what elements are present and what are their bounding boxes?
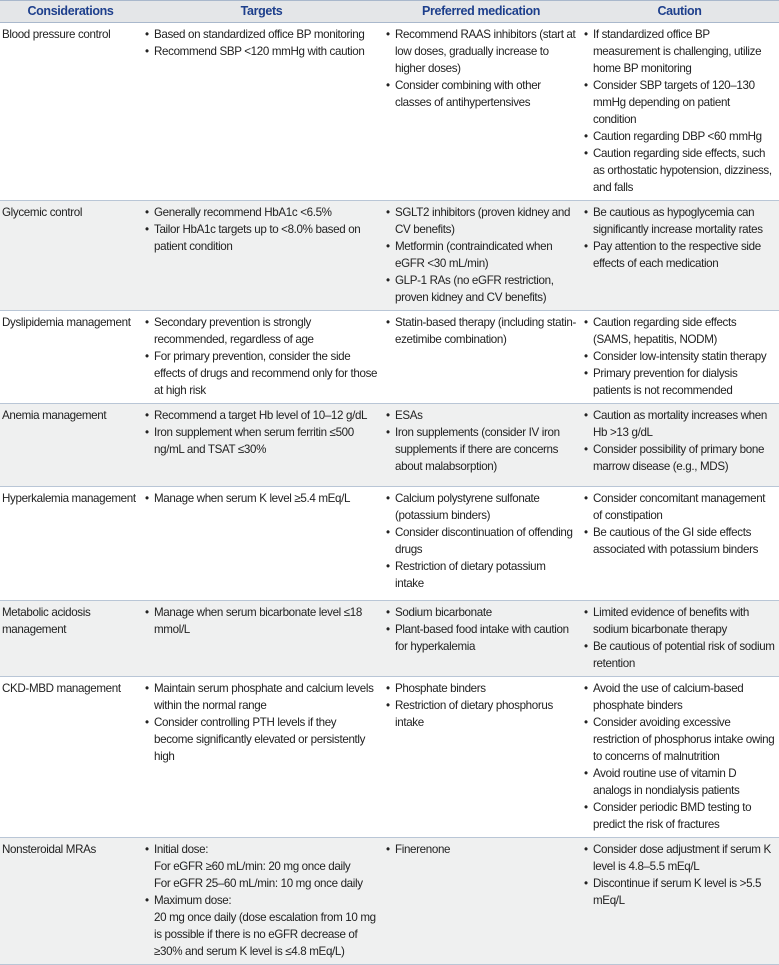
list-item: • Manage when serum bicarbonate level ≤18 mmol/L (144, 604, 378, 638)
caution-cell (580, 677, 779, 838)
caution-list (583, 204, 775, 272)
consideration-cell: CKD-MBD management (0, 677, 141, 838)
targets-list (144, 680, 378, 765)
medication-list (385, 680, 576, 731)
medication-list (385, 314, 576, 348)
list-item: • Consider discontinuation of offending drugs (385, 524, 576, 558)
table-row (0, 601, 779, 677)
caution-list (583, 490, 775, 558)
list-item: • Initial dose: For eGFR ≥60 mL/min: 20 mg once daily For eGFR 25–60 mL/min: 10 mg once daily (144, 841, 378, 892)
consideration-cell: Glycemic control (0, 201, 141, 311)
table-row (0, 487, 779, 601)
medication-cell (382, 201, 580, 311)
caution-cell (580, 23, 779, 201)
targets-list (144, 604, 378, 638)
targets-cell (141, 677, 382, 838)
table-row (0, 201, 779, 311)
list-item: • Consider concomitant management of constipation (583, 490, 775, 524)
list-item: • Restriction of dietary potassium intake (385, 558, 576, 592)
list-item: • Discontinue if serum K level is >5.5 mEq/L (583, 875, 775, 909)
header-row (0, 1, 779, 23)
medication-list (385, 490, 576, 592)
caution-list (583, 26, 775, 196)
list-item: • Avoid routine use of vitamin D analogs in nondialysis patients (583, 765, 775, 799)
list-item: • Caution regarding DBP <60 mmHg (583, 128, 775, 145)
caution-cell (580, 201, 779, 311)
targets-list (144, 26, 378, 60)
list-item: • Consider dose adjustment if serum K level is 4.8–5.5 mEq/L (583, 841, 775, 875)
targets-cell (141, 201, 382, 311)
table-row (0, 838, 779, 965)
medication-cell (382, 601, 580, 677)
list-item: • Maintain serum phosphate and calcium levels within the normal range (144, 680, 378, 714)
list-item: • Consider possibility of primary bone marrow disease (e.g., MDS) (583, 441, 775, 475)
list-item: • Sodium bicarbonate (385, 604, 576, 621)
list-item: • Caution as mortality increases when Hb >13 g/dL (583, 407, 775, 441)
list-item: • Consider controlling PTH levels if they become significantly elevated or persistently high (144, 714, 378, 765)
header-preferred-medication: Preferred medication (382, 1, 580, 23)
consideration-cell: Nonsteroidal MRAs (0, 838, 141, 965)
consideration-cell: Anemia management (0, 404, 141, 487)
list-item: • ESAs (385, 407, 576, 424)
caution-cell (580, 838, 779, 965)
header-considerations: Considerations (0, 1, 141, 23)
caution-cell (580, 311, 779, 404)
list-item: • Iron supplements (consider IV iron supplements if there are concerns about malabsorption) (385, 424, 576, 475)
header-caution: Caution (580, 1, 779, 23)
caution-cell (580, 487, 779, 601)
medication-cell (382, 404, 580, 487)
list-item: • Consider combining with other classes of antihypertensives (385, 77, 576, 111)
list-item: • Consider avoiding excessive restriction of phosphorus intake owing to concerns of malnutrition (583, 714, 775, 765)
medication-list (385, 204, 576, 306)
medication-cell (382, 487, 580, 601)
medication-list (385, 604, 576, 655)
list-item: • Recommend a target Hb level of 10–12 g/dL (144, 407, 378, 424)
list-item: • Consider SBP targets of 120–130 mmHg depending on patient condition (583, 77, 775, 128)
list-item: • GLP-1 RAs (no eGFR restriction, proven kidney and CV benefits) (385, 272, 576, 306)
list-item: • Iron supplement when serum ferritin ≤500 ng/mL and TSAT ≤30% (144, 424, 378, 458)
list-item: • Caution regarding side effects, such as orthostatic hypotension, dizziness, and falls (583, 145, 775, 196)
targets-cell (141, 601, 382, 677)
list-item: • Generally recommend HbA1c <6.5% (144, 204, 378, 221)
list-item: • Avoid the use of calcium-based phosphate binders (583, 680, 775, 714)
caution-list (583, 680, 775, 833)
list-item: • Manage when serum K level ≥5.4 mEq/L (144, 490, 378, 507)
list-item: • Calcium polystyrene sulfonate (potassium binders) (385, 490, 576, 524)
targets-cell (141, 838, 382, 965)
table-row (0, 311, 779, 404)
caution-list (583, 841, 775, 909)
targets-list (144, 204, 378, 255)
list-item: • Be cautious as hypoglycemia can significantly increase mortality rates (583, 204, 775, 238)
list-item: • Maximum dose: 20 mg once daily (dose escalation from 10 mg is possible if there is no eGFR decrease of ≥30% and serum K level is ≤4.8 mEq/L) (144, 892, 378, 960)
table-row (0, 404, 779, 487)
list-item: • Statin-based therapy (including statin-ezetimibe combination) (385, 314, 576, 348)
list-item: • Be cautious of potential risk of sodium retention (583, 638, 775, 672)
list-item: • Restriction of dietary phosphorus intake (385, 697, 576, 731)
medication-cell (382, 677, 580, 838)
targets-cell (141, 404, 382, 487)
consideration-cell: Dyslipidemia management (0, 311, 141, 404)
consideration-cell: Hyperkalemia management (0, 487, 141, 601)
caution-list (583, 407, 775, 475)
medication-list (385, 841, 576, 858)
list-item: • Plant-based food intake with caution for hyperkalemia (385, 621, 576, 655)
medication-list (385, 26, 576, 111)
caution-list (583, 604, 775, 672)
medication-list (385, 407, 576, 475)
targets-cell (141, 311, 382, 404)
list-item: • Pay attention to the respective side effects of each medication (583, 238, 775, 272)
list-item: • Tailor HbA1c targets up to <8.0% based on patient condition (144, 221, 378, 255)
list-item: • Recommend SBP <120 mmHg with caution (144, 43, 378, 60)
header-targets: Targets (141, 1, 382, 23)
list-item: • SGLT2 inhibitors (proven kidney and CV benefits) (385, 204, 576, 238)
medication-cell (382, 311, 580, 404)
targets-list (144, 407, 378, 458)
list-item: • Recommend RAAS inhibitors (start at low doses, gradually increase to higher doses) (385, 26, 576, 77)
list-item: • Limited evidence of benefits with sodium bicarbonate therapy (583, 604, 775, 638)
list-item: • Finerenone (385, 841, 576, 858)
list-item: • For primary prevention, consider the side effects of drugs and recommend only for those at high risk (144, 348, 378, 399)
list-item: • Be cautious of the GI side effects associated with potassium binders (583, 524, 775, 558)
medication-cell (382, 838, 580, 965)
list-item: • Consider low-intensity statin therapy (583, 348, 775, 365)
medication-cell (382, 23, 580, 201)
list-item: • Consider periodic BMD testing to predict the risk of fractures (583, 799, 775, 833)
targets-list (144, 490, 378, 507)
targets-list (144, 314, 378, 399)
targets-cell (141, 487, 382, 601)
caution-cell (580, 601, 779, 677)
consideration-cell: Metabolic acidosis management (0, 601, 141, 677)
table-row (0, 23, 779, 201)
caution-cell (580, 404, 779, 487)
list-item: • If standardized office BP measurement is challenging, utilize home BP monitoring (583, 26, 775, 77)
table-row (0, 677, 779, 838)
targets-list (144, 841, 378, 960)
list-item: • Secondary prevention is strongly recommended, regardless of age (144, 314, 378, 348)
list-item: • Phosphate binders (385, 680, 576, 697)
list-item: • Metformin (contraindicated when eGFR <30 mL/min) (385, 238, 576, 272)
targets-cell (141, 23, 382, 201)
caution-list (583, 314, 775, 399)
list-item: • Primary prevention for dialysis patients is not recommended (583, 365, 775, 399)
list-item: • Caution regarding side effects (SAMS, hepatitis, NODM) (583, 314, 775, 348)
list-item: • Based on standardized office BP monitoring (144, 26, 378, 43)
consideration-cell: Blood pressure control (0, 23, 141, 201)
